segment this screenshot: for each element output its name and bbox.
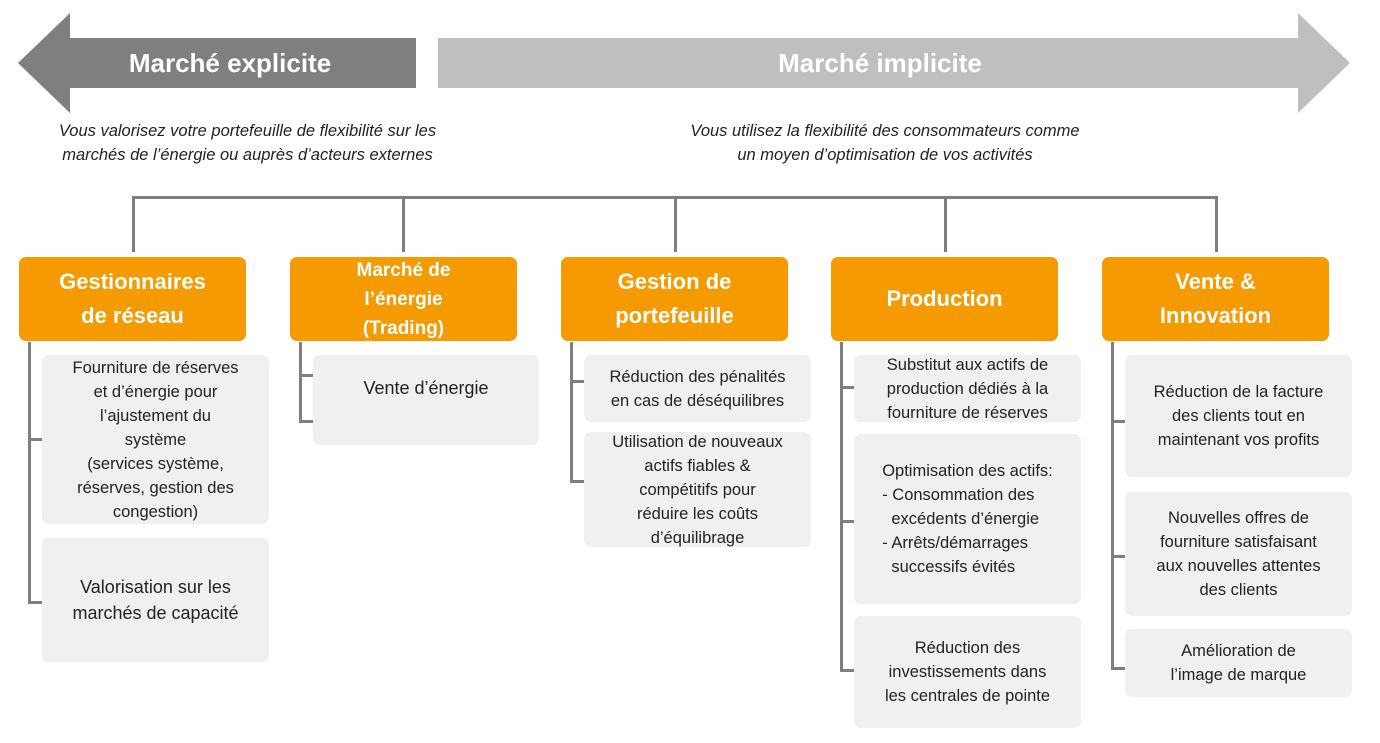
connector-col-4 — [944, 196, 947, 252]
card-nouvelles-offres — [1125, 492, 1352, 616]
card-vente-denergie — [313, 355, 539, 445]
explicit-market-label: Marché explicite — [128, 48, 332, 78]
card-text: Vente d’énergie — [363, 378, 489, 398]
card-reduction-facture — [1125, 355, 1352, 477]
branch-tick — [1111, 555, 1125, 558]
branch-tick — [1111, 667, 1125, 670]
card-text: Amélioration de l’image de marque — [1170, 642, 1307, 684]
card-valorisation-capacite — [42, 538, 269, 662]
header-gestion-de-portefeuille — [561, 257, 788, 341]
connector-col-3 — [674, 196, 677, 252]
connector-col-5 — [1215, 196, 1218, 252]
header-marche-de-lenergie — [290, 257, 517, 341]
header-label: Vente & Innovation — [1159, 269, 1272, 328]
card-text: Réduction de la facture des clients tout en maintenant vos profits — [1153, 383, 1324, 449]
card-text: Réduction des pénalités en cas de déséquilibres — [609, 367, 786, 410]
branch-line-col-5 — [1111, 342, 1114, 670]
card-substitut-actifs — [854, 355, 1081, 422]
card-text: Fourniture de réserves et d’énergie pour l’ajustement du système (services système, réserves, gestion des congestion) — [72, 358, 239, 521]
card-fourniture-de-reserves — [42, 355, 269, 524]
connector-col-1 — [132, 196, 135, 252]
branch-tick — [840, 669, 854, 672]
header-label: Gestion de portefeuille — [615, 269, 734, 328]
card-reduction-investissements — [854, 616, 1081, 728]
branch-tick — [570, 380, 584, 383]
card-text: Valorisation sur les marchés de capacité — [72, 577, 239, 623]
implicit-market-label: Marché implicite — [778, 48, 982, 78]
branch-line-col-3 — [570, 342, 573, 483]
branch-tick — [840, 386, 854, 389]
branch-tick — [1111, 420, 1125, 423]
card-optimisation-actifs — [854, 434, 1081, 604]
branch-tick — [28, 438, 42, 441]
branch-tick — [299, 374, 313, 377]
card-text: Nouvelles offres de fourniture satisfaisant aux nouvelles attentes des clients — [1156, 509, 1321, 599]
header-gestionnaires-de-reseau — [19, 257, 246, 341]
card-image-de-marque — [1125, 629, 1352, 697]
explicit-market-description: Vous valorisez votre portefeuille de flexibilité sur les marchés de l’énergie ou auprès d’acteurs externes — [58, 122, 437, 164]
header-label: Gestionnaires de réseau — [59, 269, 206, 328]
connector-col-2 — [402, 196, 405, 252]
card-reduction-penalites — [584, 355, 811, 422]
branch-line-col-2 — [299, 342, 302, 423]
card-nouveaux-actifs — [584, 432, 811, 547]
header-production — [831, 257, 1058, 341]
card-text: Optimisation des actifs: - Consommation des excédents d’énergie - Arrêts/démarrages successifs évités — [882, 462, 1053, 576]
header-label: Production — [886, 286, 1003, 311]
branch-tick — [840, 520, 854, 523]
card-text: Substitut aux actifs de production dédiés à la fourniture de réserves — [886, 355, 1049, 422]
branch-line-col-4 — [840, 342, 843, 672]
implicit-market-description: Vous utilisez la flexibilité des consommateurs comme un moyen d’optimisation de vos activités — [690, 122, 1080, 164]
branch-tick — [299, 420, 313, 423]
branch-line-col-1 — [28, 342, 31, 604]
card-text: Utilisation de nouveaux actifs fiables & compétitifs pour réduire les coûts d’équilibrage — [612, 432, 783, 547]
branch-tick — [28, 601, 42, 604]
header-vente-innovation — [1102, 257, 1329, 341]
header-label: Marché de l’énergie (Trading) — [356, 259, 451, 339]
card-text: Réduction des investissements dans les centrales de pointe — [884, 639, 1051, 705]
branch-tick — [570, 480, 584, 483]
